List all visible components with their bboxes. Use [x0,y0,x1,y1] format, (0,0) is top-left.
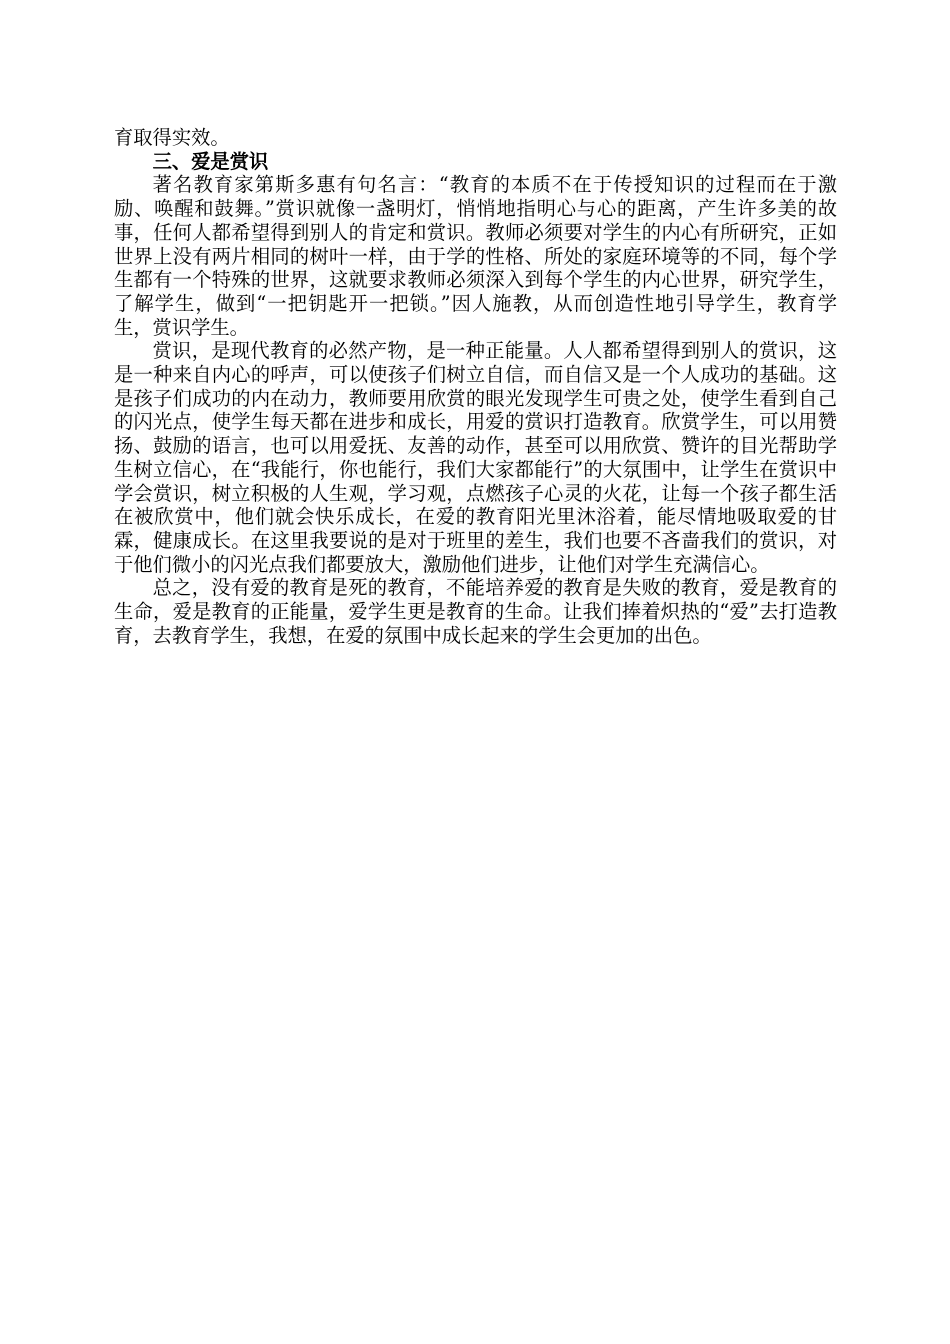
intro-tail-text: 育取得实效。 [114,126,230,149]
section-heading: 三、爱是赏识 [152,149,269,173]
document-body [114,126,837,647]
paragraph-quote: 著名教育家第斯多惠有句名言：“教育的本质不在于传授知识的过程而在于激励、唤醒和鼓舞。”赏识就像一盏明灯，悄悄地指明心与心的距离，产生许多美的故事，任何人都希望得到别人的肯定和赏识。教师必须要对学生的内心有所研究，正如世界上没有两片相同的树叶一样，由于学的性格、所处的家庭环境等的不同，每个学生都有一个特殊的世界，这就要求教师必须深入到每个学生的内心世界，研究学生，了解学生，做到“一把钥匙开一把锁。”因人施教，从而创造性地引导学生，教育学生，赏识学生。 [114,173,837,339]
paragraph-conclusion: 总之，没有爱的教育是死的教育，不能培养爱的教育是失败的教育，爱是教育的生命，爱是教育的正能量，爱学生更是教育的生命。让我们捧着炽热的“爱”去打造教育，去教育学生，我想，在爱的氛围中成长起来的学生会更加的出色。 [114,576,837,647]
paragraph-appreciation: 赏识，是现代教育的必然产物，是一种正能量。人人都希望得到别人的赏识，这是一种来自内心的呼声，可以使孩子们树立自信，而自信又是一个人成功的基础。这是孩子们成功的内在动力，教师要用欣赏的眼光发现学生可贵之处，使学生看到自己的闪光点，使学生每天都在进步和成长，用爱的赏识打造教育。欣赏学生，可以用赞扬、鼓励的语言，也可以用爱抚、友善的动作，甚至可以用欣赏、赞许的目光帮助学生树立信心，在“我能行，你也能行，我们大家都能行”的大氛围中，让学生在赏识中学会赏识，树立积极的人生观，学习观，点燃孩子心灵的火花，让每一个孩子都生活在被欣赏中，他们就会快乐成长，在爱的教育阳光里沐浴着，能尽情地吸取爱的甘霖，健康成长。在这里我要说的是对于班里的差生，我们也要不吝啬我们的赏识，对于他们微小的闪光点我们都要放大，激励他们进步，让他们对学生充满信心。 [114,339,837,576]
